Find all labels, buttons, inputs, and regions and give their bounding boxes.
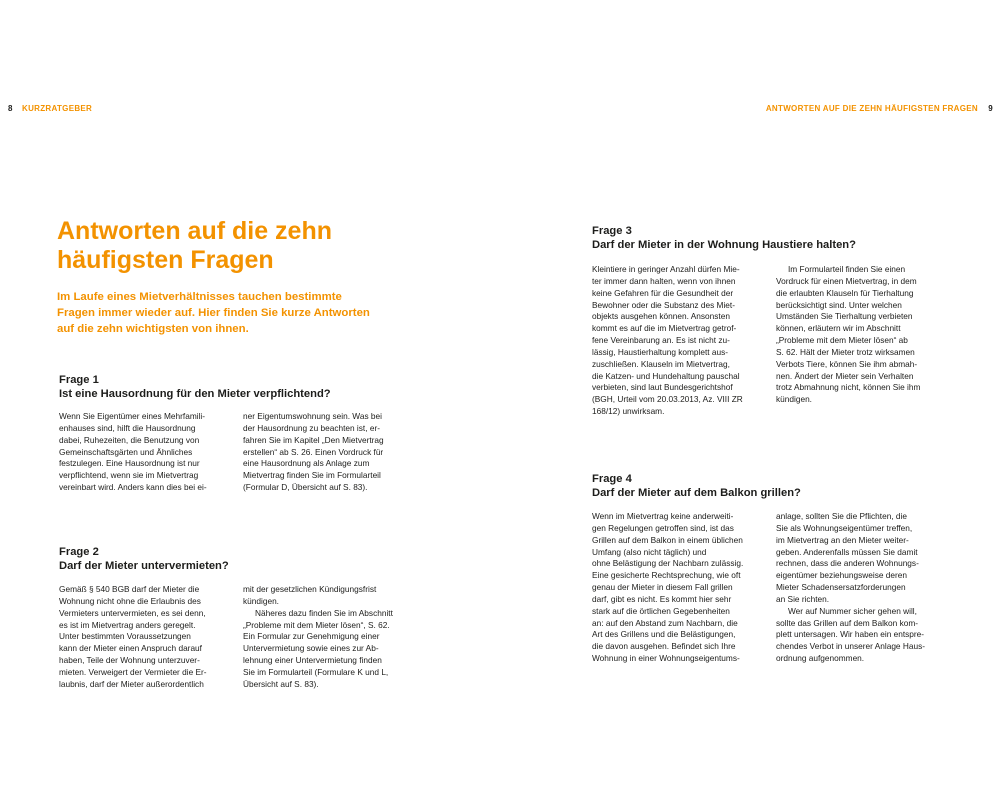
text-line: lehnung einer Untervermietung finden [243, 655, 382, 666]
question-1-text-col-1 [59, 411, 234, 494]
text-line: Vordruck für einen Mietvertrag, in dem [776, 275, 917, 286]
text-line: kommt es auf die im Mietvertrag getrof- [592, 323, 737, 334]
text-line: Eine gesicherte Rechtsprechung, wie oft [592, 570, 741, 581]
text-line: dabei, Ruhezeiten, die Benutzung von [59, 434, 200, 445]
text-line: ohne Belästigung der Nachbarn zulässig. [592, 558, 744, 569]
text-line: Umfang (also nicht täglich) und [592, 546, 707, 557]
text-line: S. 62. Hält der Mieter trotz wirksamen [776, 346, 915, 357]
text-line: Näheres dazu finden Sie im Abschnitt [255, 607, 393, 618]
text-line: (BGH, Urteil vom 20.03.2013, Az. VIII ZR [592, 394, 743, 405]
text-line: Bewohner oder die Substanz des Miet- [592, 299, 735, 310]
text-line: mit der gesetzlichen Kündigungsfrist [243, 584, 377, 594]
text-line: Wohnung nicht ohne die Erlaubnis des [59, 595, 201, 606]
page-title: Antworten auf die zehn häufigsten Fragen [57, 217, 332, 274]
text-line: (Formular D, Übersicht auf S. 83). [243, 482, 368, 493]
question-1-heading: Frage 1 Ist eine Hausordnung für den Mieter verpflichtend? [59, 374, 331, 400]
question-4-text-col-1 [592, 511, 767, 665]
text-line: 168/12) unwirksam. [592, 406, 665, 417]
text-line: rechnen, dass die anderen Wohnungs- [776, 558, 919, 569]
text-line: mieten. Verweigert der Vermieter die Er- [59, 666, 207, 677]
text-line: Sie im Formularteil (Formulare K und L, [243, 666, 389, 677]
question-3-text-col-1 [592, 264, 767, 418]
text-line: Wenn im Mietvertrag keine anderweiti- [592, 511, 734, 521]
question-2-text-col-1 [59, 584, 234, 691]
text-line: Ein Formular zur Genehmigung einer [243, 631, 380, 642]
text-line: haben, Teile der Wohnung unterzuver- [59, 655, 200, 666]
text-line: „Probleme mit dem Mieter lösen“ ab [776, 335, 908, 346]
text-line: die Katzen- und Hundehaltung pauschal [592, 370, 740, 381]
text-line: die erlaubten Klauseln für Tierhaltung [776, 287, 914, 298]
text-line: Wohnung in einer Wohnungseigentums- [592, 653, 740, 664]
text-line: vereinbart wird. Anders kann dies bei ei- [59, 482, 207, 493]
text-line: stark auf die örtlichen Gegebenheiten [592, 605, 730, 616]
text-line: eine Hausordnung als Anlage zum [243, 458, 370, 469]
text-line: zuschließen. Klauseln im Mietvertrag, [592, 358, 730, 369]
text-line: Art des Grillens und die Belästigungen, [592, 629, 736, 640]
question-2-text-col-2 [243, 584, 418, 691]
text-line: an Sie richten. [776, 593, 830, 604]
text-line: Sie als Wohnungseigentümer treffen, [776, 522, 913, 533]
question-4-text-col-2 [776, 511, 956, 665]
text-line: berücksichtigt sind. Unter welchen [776, 299, 902, 310]
text-line: Verbots Tiere, können Sie ihm abmah- [776, 358, 918, 369]
question-3-text-col-2 [776, 264, 956, 406]
text-line: objekts ausgehen können. Ansonsten [592, 311, 730, 322]
text-line: „Probleme mit dem Mieter lösen“, S. 62. [243, 619, 390, 630]
text-line: erstellen“ ab S. 26. Einen Vordruck für [243, 446, 384, 457]
text-line: ordnung aufgenommen. [776, 653, 865, 664]
text-line: Wer auf Nummer sicher gehen will, [788, 605, 917, 616]
right-page-number: 9 [988, 104, 993, 113]
text-line: sollte das Grillen auf dem Balkon kom- [776, 617, 919, 628]
text-line: Gemeinschaftsgärten und Ähnliches [59, 446, 193, 457]
text-line: laubnis, darf der Mieter außerordentlich [59, 678, 204, 689]
text-line: Vermieters untervermieten, es sei denn, [59, 607, 206, 618]
text-line: fahren Sie im Kapitel „Den Mietvertrag [243, 434, 384, 445]
text-line: Untervermietung sowie eines zur Ab- [243, 643, 379, 654]
text-line: verpflichtend, wenn sie im Mietvertrag [59, 470, 199, 481]
text-line: Unter bestimmten Voraussetzungen [59, 631, 191, 642]
text-line: nen. Ändert der Mieter sein Verhalten [776, 370, 914, 381]
text-line: verbieten, sind laut Bundesgerichtshof [592, 382, 733, 393]
text-line: Mietvertrag finden Sie im Formularteil [243, 470, 381, 481]
text-line: Wenn Sie Eigentümer eines Mehrfamili- [59, 411, 206, 421]
right-running-head: ANTWORTEN AUF DIE ZEHN HÄUFIGSTEN FRAGEN [765, 104, 978, 113]
left-running-head: KURZRATGEBER [22, 104, 93, 113]
text-line: keine Gefahren für die Gesundheit der [592, 287, 734, 298]
text-line: eigentümer beziehungsweise deren [776, 570, 907, 581]
text-line: Übersicht auf S. 83). [243, 678, 319, 689]
left-page-number: 8 [8, 104, 13, 113]
text-line: Umständen Sie Tierhaltung verbieten [776, 311, 913, 322]
text-line: Kleintiere in geringer Anzahl dürfen Mie- [592, 264, 740, 274]
text-line: kann der Mieter einen Anspruch darauf [59, 643, 202, 654]
question-2-heading: Frage 2 Darf der Mieter untervermieten? [59, 546, 229, 572]
text-line: können, erläutern wir im Abschnitt [776, 323, 901, 334]
text-line: genau der Mieter in diesem Fall grillen [592, 582, 733, 593]
text-line: es ist im Mietvertrag anders geregelt. [59, 619, 196, 630]
text-line: darf, gibt es nicht. Es kommt hier sehr [592, 593, 732, 604]
text-line: plett untersagen. Wir haben ein entspre- [776, 629, 925, 640]
question-4-heading: Frage 4 Darf der Mieter auf dem Balkon grillen? [592, 473, 801, 499]
text-line: geben. Anderenfalls müssen Sie damit [776, 546, 918, 557]
text-line: an: auf den Abstand zum Nachbarn, die [592, 617, 738, 628]
text-line: Grillen auf dem Balkon in einem üblichen [592, 534, 743, 545]
text-line: anlage, sollten Sie die Pflichten, die [776, 511, 907, 521]
text-line: gen Regelungen getroffen sind, ist das [592, 522, 734, 533]
text-line: Gemäß § 540 BGB darf der Mieter die [59, 584, 200, 594]
text-line: kündigen. [243, 595, 279, 606]
text-line: lässig, Haustierhaltung komplett aus- [592, 346, 729, 357]
question-1-text-col-2 [243, 411, 418, 494]
lead-paragraph: Im Laufe eines Mietverhältnisses tauchen bestimmte Fragen immer wieder auf. Hier finden Sie kurze Antworten auf die zehn wichtigsten von ihnen. [57, 291, 370, 335]
text-line: der Hausordnung zu beachten ist, er- [243, 422, 380, 433]
text-line: ner Eigentumswohnung sein. Was bei [243, 411, 382, 421]
text-line: Im Formularteil finden Sie einen [788, 264, 906, 274]
text-line: die davon ausgehen. Befindet sich Ihre [592, 641, 736, 652]
text-line: im Mietvertrag an den Mieter weiter- [776, 534, 909, 545]
text-line: kündigen. [776, 394, 812, 405]
text-line: Mieter Schadensersatzforderungen [776, 582, 906, 593]
text-line: festzulegen. Eine Hausordnung ist nur [59, 458, 200, 469]
question-3-heading: Frage 3 Darf der Mieter in der Wohnung Haustiere halten? [592, 225, 856, 251]
text-line: chendes Verbot in unserer Anlage Haus- [776, 641, 925, 652]
text-line: ter immer dann halten, wenn von ihnen [592, 275, 736, 286]
text-line: fene Vereinbarung an. Es ist nicht zu- [592, 335, 730, 346]
text-line: enhauses sind, hilft die Hausordnung [59, 422, 196, 433]
text-line: trotz Abmahnung nicht, können Sie ihm [776, 382, 921, 393]
